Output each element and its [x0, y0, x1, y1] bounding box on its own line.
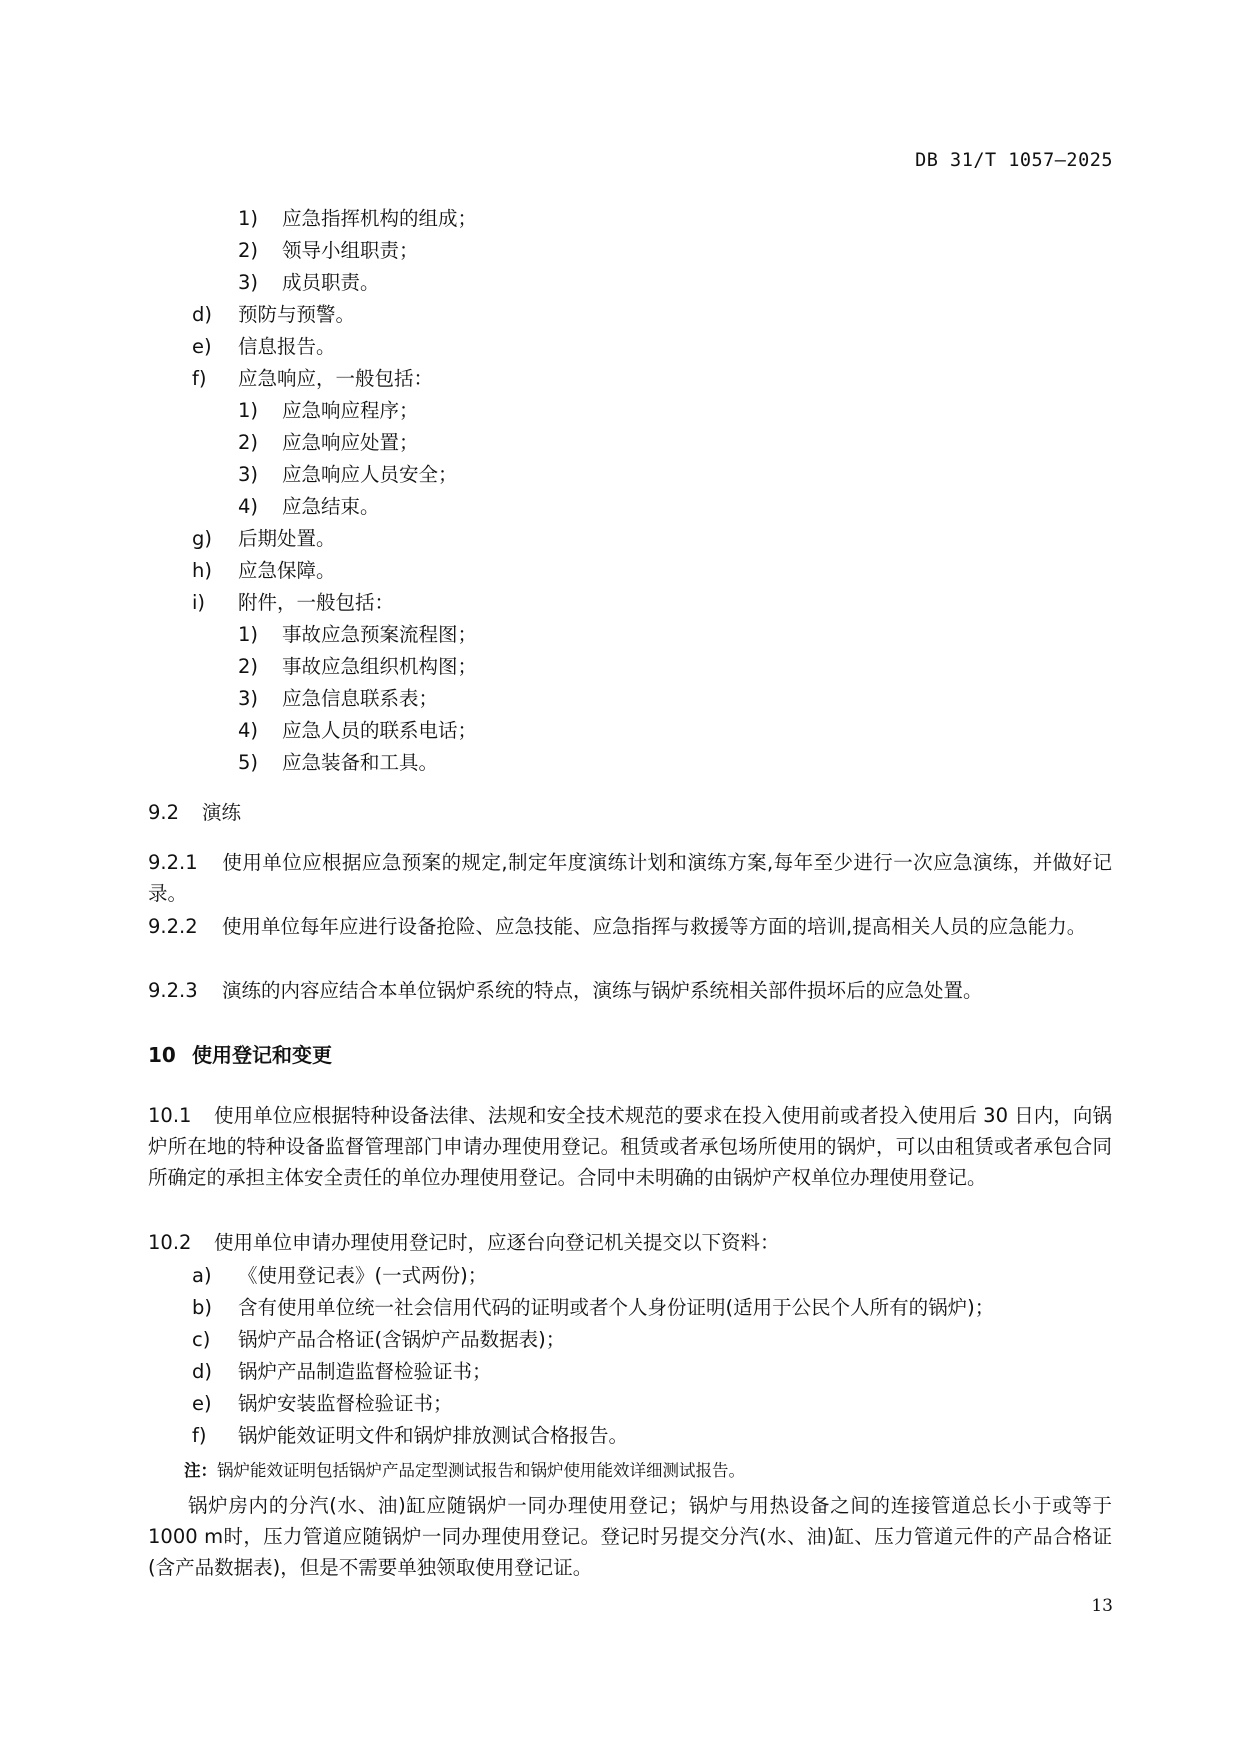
list-item [238, 619, 477, 651]
list-item-text: 《使用登记表》(一式两份)； [238, 1264, 488, 1287]
list-item-number: e) [192, 335, 212, 358]
list-item-text: 应急响应处置； [282, 431, 419, 454]
list-item-number: 3) [238, 687, 259, 710]
list-item-number: b) [192, 1296, 212, 1319]
document-code: DB 31/T 1057—2025 [915, 150, 1113, 171]
list-item [192, 331, 336, 363]
list-item-number: 1) [238, 623, 259, 646]
note-text: 锅炉能效证明包括锅炉产品定型测试报告和锅炉使用能效详细测试报告。 [217, 1461, 745, 1480]
list-item-text: 应急保障。 [238, 559, 336, 582]
list-item-number: c) [192, 1328, 211, 1351]
clause-number: 9.2.1 [148, 851, 198, 874]
closing-paragraph: 锅炉房内的分汽(水、油)缸应随锅炉一同办理使用登记；锅炉与用热设备之间的连接管道总长小于或等于1000 m时，压力管道应随锅炉一同办理使用登记。登记时另提交分汽(水、油)缸、压力管道元件的产品合格证(含产品数据表)，但是不需要单独领取使用登记证。 [148, 1494, 1112, 1579]
list-item-text: 锅炉产品合格证(含锅炉产品数据表)； [238, 1328, 566, 1351]
list-item-number: e) [192, 1392, 212, 1415]
list-item-text: 成员职责。 [282, 271, 380, 294]
list-item-text: 事故应急预案流程图； [282, 623, 478, 646]
clause-text: 使用单位每年应进行设备抢险、应急技能、应急指挥与救援等方面的培训,提高相关人员的应急能力。 [222, 915, 1087, 938]
list-item-text: 信息报告。 [238, 335, 336, 358]
list-item [238, 747, 438, 779]
list-item [192, 363, 433, 395]
clause-text: 演练的内容应结合本单位锅炉系统的特点，演练与锅炉系统相关部件损坏后的应急处置。 [222, 979, 983, 1002]
list-item-text: 应急信息联系表； [282, 687, 439, 710]
list-item-text: 应急指挥机构的组成； [282, 207, 478, 230]
list-item-number: 3) [238, 271, 259, 294]
list-item [238, 491, 380, 523]
list-item-number: 4) [238, 495, 259, 518]
clause-text: 使用单位应根据特种设备法律、法规和安全技术规范的要求在投入使用前或者投入使用后 30 日内，向锅炉所在地的特种设备监督管理部门申请办理使用登记。租赁或者承包场所使用的锅炉，可以由租赁或者承包合同所确定的承担主体安全责任的单位办理使用登记。合同中未明确的由锅炉产权单位办理使用登记。 [148, 1104, 1112, 1189]
clause-10-1 [148, 1100, 1112, 1193]
list-item-text: 应急响应人员安全； [282, 463, 458, 486]
list-item [192, 1388, 453, 1420]
list-item-text: 后期处置。 [238, 527, 336, 550]
list-item-number: 3) [238, 463, 259, 486]
list-item [238, 203, 477, 235]
list-item-text: 应急结束。 [282, 495, 380, 518]
list-item [238, 651, 477, 683]
list-item-number: i) [192, 591, 206, 614]
list-item-text: 锅炉能效证明文件和锅炉排放测试合格报告。 [238, 1424, 629, 1447]
list-item [192, 1324, 565, 1356]
list-item-number: a) [192, 1264, 212, 1287]
note [184, 1458, 745, 1484]
list-item [192, 1292, 994, 1324]
list-item-text: 应急响应程序； [282, 399, 419, 422]
list-item [238, 427, 419, 459]
list-item-text: 事故应急组织机构图； [282, 655, 478, 678]
list-item [192, 555, 336, 587]
list-item-text: 锅炉产品制造监督检验证书； [238, 1360, 492, 1383]
list-item [192, 1356, 492, 1388]
list-item-number: h) [192, 559, 212, 582]
list-item-text: 应急装备和工具。 [282, 751, 439, 774]
clause-text: 使用单位申请办理使用登记时，应逐台向登记机关提交以下资料： [214, 1231, 780, 1254]
list-item [192, 1420, 628, 1452]
clause-10-2 [148, 1227, 1112, 1258]
list-item-text: 预防与预警。 [238, 303, 356, 326]
list-item [192, 299, 355, 331]
list-item-number: 4) [238, 719, 259, 742]
section-number: 9.2 [148, 801, 180, 824]
list-item-text: 应急响应，一般包括： [238, 367, 434, 390]
clause-number: 9.2.2 [148, 915, 198, 938]
list-item [238, 715, 477, 747]
list-item-number: 2) [238, 655, 259, 678]
section-title: 使用登记和变更 [192, 1043, 332, 1067]
list-item-number: f) [192, 367, 207, 390]
list-item-number: d) [192, 1360, 212, 1383]
list-item-text: 附件，一般包括： [238, 591, 395, 614]
section-title: 演练 [202, 801, 242, 824]
list-item-text: 应急人员的联系电话； [282, 719, 478, 742]
page-number: 13 [1091, 1596, 1113, 1616]
clause-9-2-3 [148, 975, 1112, 1006]
list-item-number: d) [192, 303, 212, 326]
list-item [238, 395, 419, 427]
list-item-number: 1) [238, 207, 259, 230]
clause-number: 9.2.3 [148, 979, 198, 1002]
section-number: 10 [148, 1043, 176, 1067]
list-item [238, 459, 458, 491]
section-heading-9-2 [148, 797, 241, 829]
list-item-text: 领导小组职责； [282, 239, 419, 262]
list-item-number: 1) [238, 399, 259, 422]
clause-number: 10.1 [148, 1104, 192, 1127]
list-item-number: g) [192, 527, 212, 550]
list-item-number: f) [192, 1424, 207, 1447]
list-item [238, 267, 380, 299]
clause-9-2-2 [148, 911, 1112, 942]
list-item-number: 2) [238, 431, 259, 454]
clause-number: 10.2 [148, 1231, 192, 1254]
list-item-number: 5) [238, 751, 259, 774]
list-item-number: 2) [238, 239, 259, 262]
list-item [192, 1260, 487, 1292]
list-item [192, 587, 394, 619]
list-item-text: 锅炉安装监督检验证书； [238, 1392, 453, 1415]
clause-text: 使用单位应根据应急预案的规定,制定年度演练计划和演练方案,每年至少进行一次应急演练，并做好记录。 [148, 851, 1112, 905]
list-item [238, 235, 419, 267]
list-item-text: 含有使用单位统一社会信用代码的证明或者个人身份证明(适用于公民个人所有的锅炉)； [238, 1296, 995, 1319]
clause-9-2-1 [148, 847, 1112, 909]
section-heading-10 [148, 1039, 332, 1071]
list-item [192, 523, 336, 555]
note-label: 注： [184, 1461, 217, 1480]
list-item [238, 683, 438, 715]
